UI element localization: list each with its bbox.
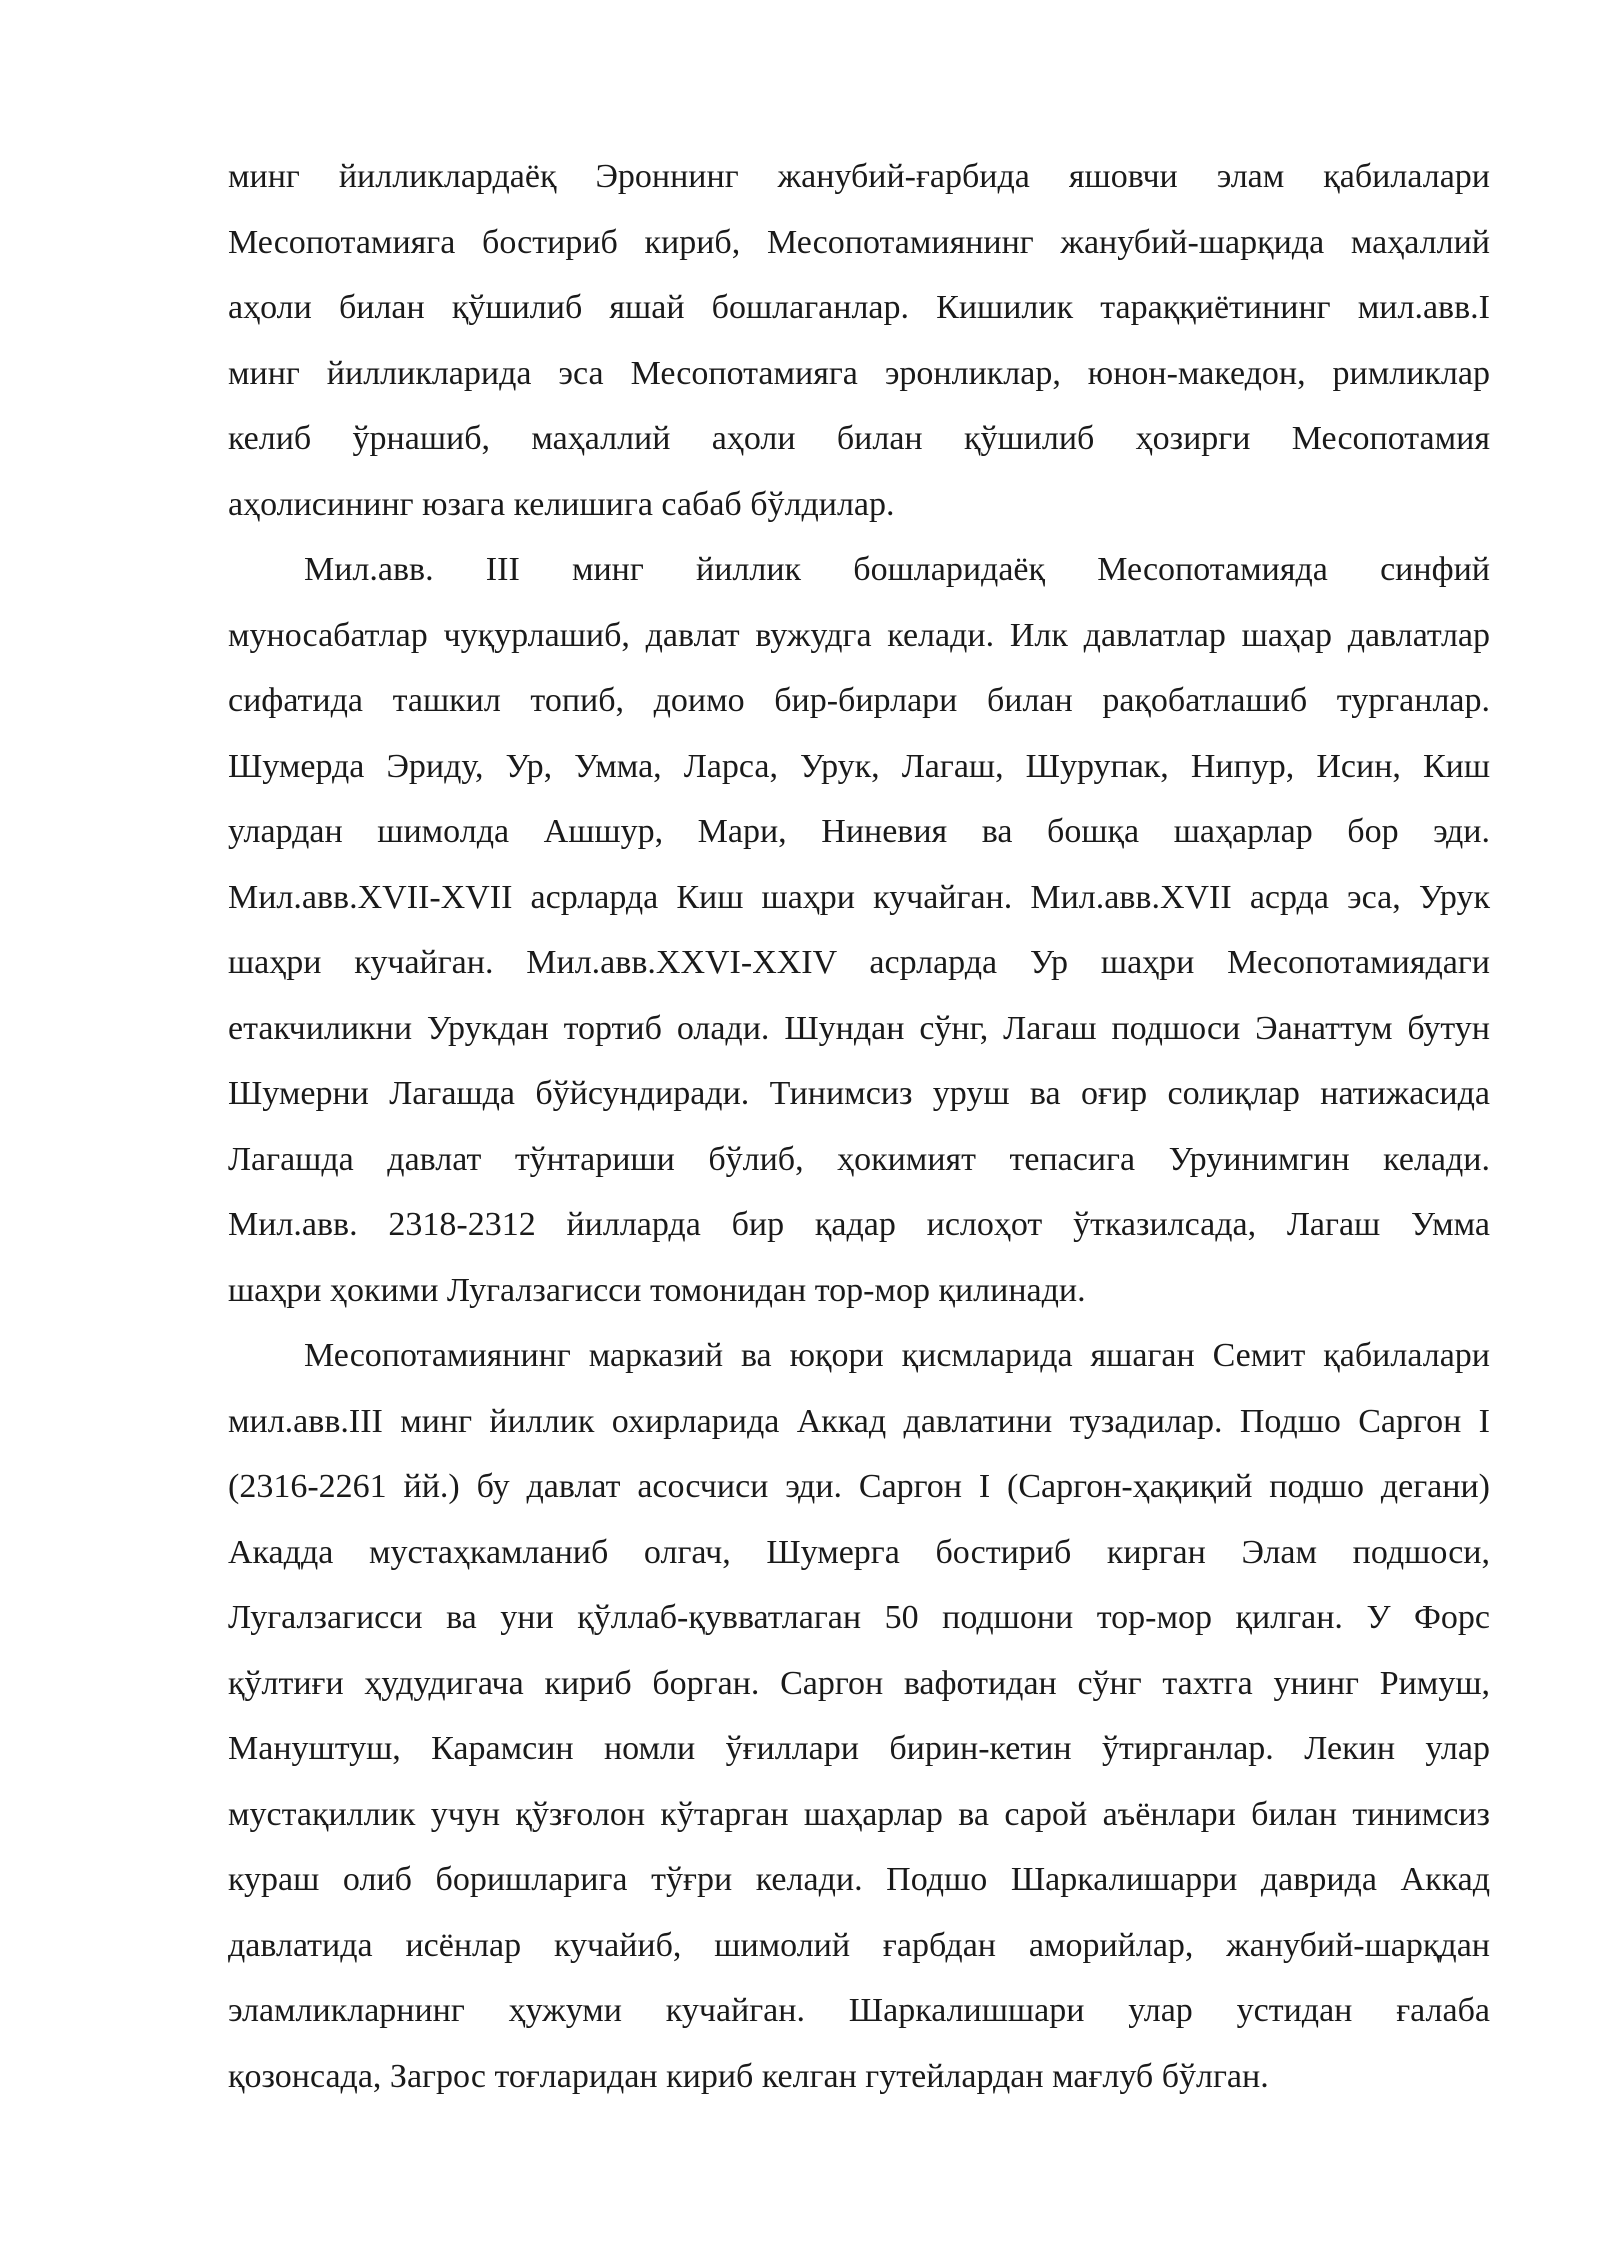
text-line: аҳолисининг юзага келишига сабаб бўлдилар. <box>228 485 895 523</box>
text-line: минг йилликларида эса Месопотамияга эронликлар, юнон-македон, римликлар <box>228 354 1490 392</box>
text-line: кураш олиб боришларига тўғри келади. Подшо Шаркалишарри даврида Аккад <box>228 1861 1490 1898</box>
paragraph-3 <box>228 1329 1490 2115</box>
text-line: шаҳри кучайган. Мил.авв.XXVI-XXIV асрларда Ур шаҳри Месопотамиядаги <box>228 944 1490 981</box>
text-line: Мил.авв. 2318-2312 йилларда бир қадар ислоҳот ўтказилсада, Лагаш Умма <box>228 1206 1490 1243</box>
paragraph-2 <box>228 543 1490 1329</box>
text-line: Мил.авв.XVII-XVII асрларда Киш шаҳри кучайган. Мил.авв.XVII асрда эса, Урук <box>228 878 1490 916</box>
text-line: минг йилликлардаёқ Эроннинг жанубий-ғарбида яшовчи элам қабилалари <box>228 158 1490 195</box>
text-line: қозонсада, Загрос тоғларидан кириб келган гутейлардан мағлуб бўлган. <box>228 2057 1269 2095</box>
text-line: Шумерда Эриду, Ур, Умма, Ларса, Урук, Лагаш, Шурупак, Нипур, Исин, Киш <box>228 747 1490 785</box>
text-line: Мануштуш, Карамсин номли ўғиллари бирин-кетин ўтирганлар. Лекин улар <box>228 1730 1490 1767</box>
paragraph-1 <box>228 150 1490 543</box>
text-line: (2316-2261 йй.) бу давлат асосчиси эди. Саргон I (Саргон-ҳақиқий подшо дегани) <box>228 1468 1490 1505</box>
text-line: Месопотамияга бостириб кириб, Месопотамиянинг жанубий-шарқида маҳаллий <box>228 223 1490 261</box>
text-line: давлатида исёнлар кучайиб, шимолий ғарбдан аморийлар, жанубий-шарқдан <box>228 1926 1490 1964</box>
body-text <box>228 150 1490 2115</box>
text-line: келиб ўрнашиб, маҳаллий аҳоли билан қўшилиб ҳозирги Месопотамия <box>228 420 1490 457</box>
text-line: Шумерни Лагашда бўйсундиради. Тинимсиз уруш ва оғир солиқлар натижасида <box>228 1075 1490 1112</box>
text-line: мил.авв.III минг йиллик охирларида Аккад давлатини тузадилар. Подшо Саргон I <box>228 1402 1490 1440</box>
text-line: етакчиликни Урукдан тортиб олади. Шундан сўнг, Лагаш подшоси Эанаттум бутун <box>228 1009 1490 1047</box>
text-line: сифатида ташкил топиб, доимо бир-бирлари билан рақобатлашиб турганлар. <box>228 682 1490 719</box>
text-line: муносабатлар чуқурлашиб, давлат вужудга келади. Илк давлатлар шаҳар давлатлар <box>228 616 1490 654</box>
text-line: аҳоли билан қўшилиб яшай бошлаганлар. Кишилик тараққиётининг мил.авв.I <box>228 289 1490 326</box>
text-line: улардан шимолда Ашшур, Мари, Ниневия ва бошқа шаҳарлар бор эди. <box>228 813 1490 850</box>
text-line: мустақиллик учун қўзғолон кўтарган шаҳарлар ва сарой аъёнлари билан тинимсиз <box>228 1795 1490 1833</box>
text-line: Лугалзагисси ва уни қўллаб-қувватлаган 50 подшони тор-мор қилган. У Форс <box>228 1599 1490 1636</box>
text-line: Акадда мустаҳкамланиб олгач, Шумерга бостириб кирган Элам подшоси, <box>228 1533 1490 1571</box>
text-line: шаҳри ҳокими Лугалзагисси томонидан тор-мор қилинади. <box>228 1271 1086 1309</box>
text-line: қўлтиғи ҳудудигача кириб борган. Саргон вафотидан сўнг тахтга унинг Римуш, <box>228 1664 1490 1702</box>
text-line: эламликларнинг ҳужуми кучайган. Шаркалишшари улар устидан ғалаба <box>228 1992 1490 2029</box>
text-line: Лагашда давлат тўнтариши бўлиб, ҳокимият тепасига Уруинимгин келади. <box>228 1140 1490 1178</box>
text-line: Месопотамиянинг марказий ва юқори қисмларида яшаган Семит қабилалари <box>304 1337 1490 1374</box>
text-line: Мил.авв. III минг йиллик бошларидаёқ Месопотамияда синфий <box>304 551 1490 588</box>
